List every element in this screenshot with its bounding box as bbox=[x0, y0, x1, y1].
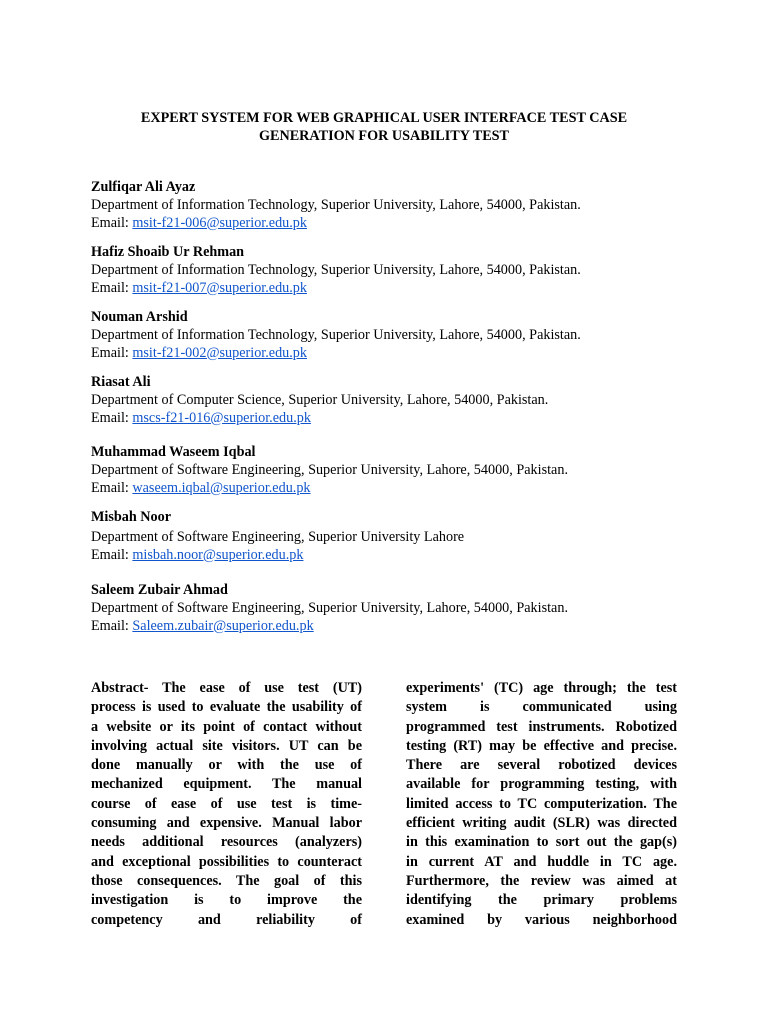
abstract-line: efficient writing audit (SLR) was directed bbox=[406, 815, 677, 832]
abstract-column-left bbox=[91, 679, 362, 930]
paper-title-line-2: GENERATION FOR USABILITY TEST bbox=[258, 127, 510, 144]
author-name: Saleem Zubair Ahmad bbox=[91, 582, 228, 598]
abstract-line: a website or its point of contact without bbox=[91, 718, 362, 735]
email-label: Email: bbox=[91, 279, 133, 296]
author-entry bbox=[91, 179, 581, 232]
abstract-line: process is used to evaluate the usability of bbox=[91, 699, 362, 716]
abstract-line: investigation is to improve the bbox=[91, 892, 362, 909]
author-name: Nouman Arshid bbox=[91, 309, 188, 325]
author-name: Zulfiqar Ali Ayaz bbox=[91, 179, 196, 195]
author-affiliation: Department of Information Technology, Superior University, Lahore, 54000, Pakistan. bbox=[91, 196, 581, 213]
abstract-line: Furthermore, the review was aimed at bbox=[406, 872, 677, 889]
abstract-line: system is communicated using bbox=[406, 699, 677, 716]
email-label: Email: bbox=[91, 344, 133, 361]
author-entry bbox=[91, 444, 568, 497]
author-email-link[interactable]: msit-f21-007@superior.edu.pk bbox=[132, 279, 307, 296]
author-name: Muhammad Waseem Iqbal bbox=[91, 444, 256, 460]
author-email-link[interactable]: msit-f21-002@superior.edu.pk bbox=[132, 344, 307, 361]
author-email-line bbox=[91, 618, 568, 636]
author-entry bbox=[91, 582, 568, 635]
abstract-line: programmed test instruments. Robotized bbox=[406, 718, 677, 735]
abstract-line: Abstract- The ease of use test (UT) bbox=[91, 680, 362, 696]
author-affiliation: Department of Software Engineering, Superior University, Lahore, 54000, Pakistan. bbox=[91, 461, 568, 478]
author-name: Riasat Ali bbox=[91, 374, 151, 390]
author-email-link[interactable]: misbah.noor@superior.edu.pk bbox=[132, 546, 304, 563]
abstract-line: limited access to TC computerization. The bbox=[406, 795, 677, 812]
author-name: Hafiz Shoaib Ur Rehman bbox=[91, 244, 245, 260]
author-email-line bbox=[91, 280, 581, 298]
author-email-line bbox=[91, 215, 581, 233]
abstract-line: mechanized equipment. The manual bbox=[91, 776, 362, 793]
author-affiliation: Department of Information Technology, Superior University, Lahore, 54000, Pakistan. bbox=[91, 261, 581, 278]
email-label: Email: bbox=[91, 617, 133, 634]
author-email-line bbox=[91, 410, 548, 428]
author-email-line bbox=[91, 480, 568, 498]
abstract-line: course of ease of use test is time- bbox=[91, 795, 362, 812]
email-label: Email: bbox=[91, 479, 133, 496]
paper-title bbox=[91, 110, 677, 145]
email-label: Email: bbox=[91, 409, 133, 426]
abstract-line: in current AT and huddle in TC age. bbox=[406, 853, 677, 870]
author-email-line bbox=[91, 547, 464, 565]
abstract-line: available for programming testing, with bbox=[406, 776, 677, 793]
abstract-line: done manually or with the use of bbox=[91, 757, 362, 774]
author-affiliation: Department of Software Engineering, Superior University Lahore bbox=[91, 528, 465, 545]
abstract-line: competency and reliability of bbox=[91, 911, 362, 928]
author-email-link[interactable]: mscs-f21-016@superior.edu.pk bbox=[132, 409, 311, 426]
abstract-line: examined by various neighborhood bbox=[406, 911, 677, 928]
author-affiliation: Department of Software Engineering, Superior University, Lahore, 54000, Pakistan. bbox=[91, 599, 568, 616]
abstract-line: consuming and expensive. Manual labor bbox=[91, 815, 362, 832]
abstract-line: experiments' (TC) age through; the test bbox=[406, 680, 677, 696]
email-label: Email: bbox=[91, 214, 133, 231]
author-entry bbox=[91, 244, 581, 297]
paper-title-line-1: EXPERT SYSTEM FOR WEB GRAPHICAL USER INTERFACE TEST CASE bbox=[140, 110, 628, 126]
author-entry bbox=[91, 509, 464, 564]
abstract-line: those consequences. The goal of this bbox=[91, 872, 362, 889]
abstract-line: There are several robotized devices bbox=[406, 757, 677, 774]
author-email-link[interactable]: msit-f21-006@superior.edu.pk bbox=[132, 214, 307, 231]
abstract-line: in this examination to sort out the gap(s) bbox=[406, 834, 677, 851]
author-email-link[interactable]: waseem.iqbal@superior.edu.pk bbox=[132, 479, 311, 496]
author-entry bbox=[91, 374, 548, 427]
abstract-line: identifying the primary problems bbox=[406, 892, 677, 909]
abstract-line: and exceptional possibilities to counteract bbox=[91, 853, 362, 870]
abstract-line: needs additional resources (analyzers) bbox=[91, 834, 362, 851]
author-email-link[interactable]: Saleem.zubair@superior.edu.pk bbox=[132, 617, 314, 634]
author-affiliation: Department of Information Technology, Superior University, Lahore, 54000, Pakistan. bbox=[91, 326, 581, 343]
author-entry bbox=[91, 309, 581, 362]
abstract-line: involving actual site visitors. UT can be bbox=[91, 737, 362, 754]
author-email-line bbox=[91, 345, 581, 363]
author-name: Misbah Noor bbox=[91, 509, 172, 525]
email-label: Email: bbox=[91, 546, 133, 563]
abstract-column-right bbox=[406, 679, 677, 930]
author-affiliation: Department of Computer Science, Superior University, Lahore, 54000, Pakistan. bbox=[91, 391, 549, 408]
abstract-line: testing (RT) may be effective and precise. bbox=[406, 737, 677, 754]
